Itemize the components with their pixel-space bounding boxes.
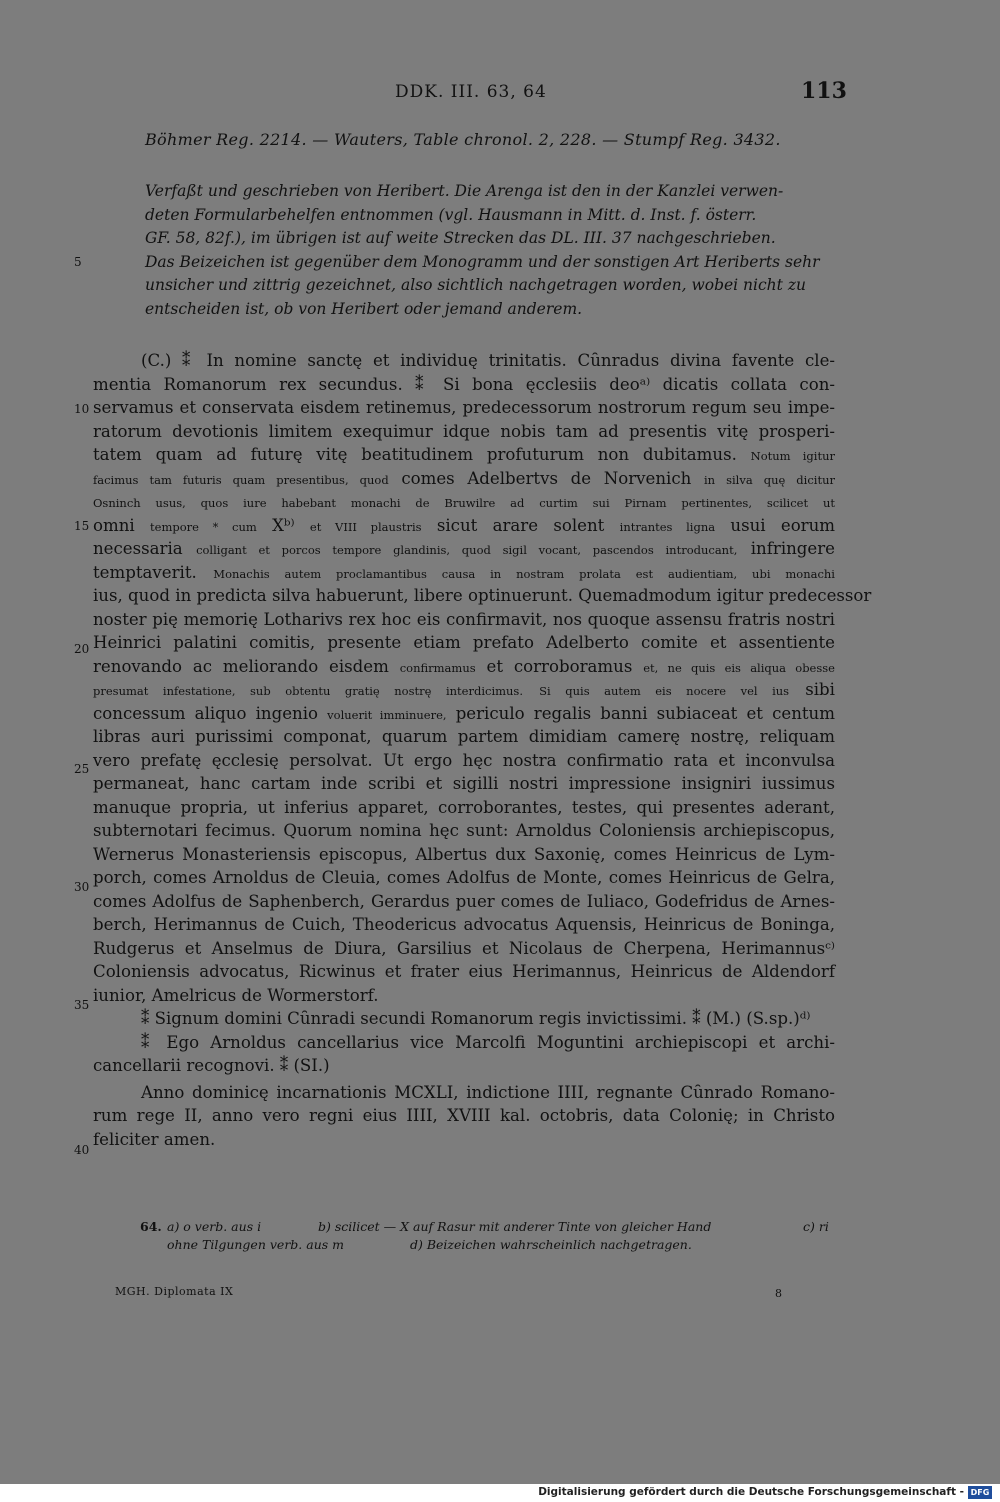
references: Böhmer Reg. 2214. — Wauters, Table chronol. 2, 228. — Stumpf Reg. 3432. bbox=[145, 130, 781, 149]
text-segment: tatem quam ad futurę vitę beatitudinem profuturum non dubitamus. bbox=[93, 445, 737, 464]
text-segment: concessum aliquo ingenio bbox=[93, 703, 319, 723]
line-number: 20 bbox=[74, 642, 90, 656]
text-line: vero prefatę ęcclesię persolvat. Ut ergo hęc nostra confirmatio rata et inconvulsa bbox=[93, 750, 835, 770]
dfg-logo-icon: DFG bbox=[968, 1486, 992, 1499]
text-segment: temptaverit. bbox=[93, 562, 197, 582]
text-segment: et corroboramus bbox=[486, 656, 633, 676]
commentary bbox=[145, 180, 845, 321]
text-segment: periculo regalis banni subiaceat et centum bbox=[455, 703, 835, 723]
footnote-d: d) Beizeichen wahrscheinlich nachgetragen. bbox=[410, 1237, 692, 1252]
text-line: iunior, Amelricus de Wormerstorf. bbox=[93, 985, 379, 1005]
footnotes bbox=[140, 1218, 840, 1254]
text-segment-small: in silva quę dicitur bbox=[703, 472, 835, 487]
text-segment-small: presumat infestatione, sub obtentu gratię nostrę interdicimus. bbox=[93, 684, 523, 698]
text-line bbox=[93, 678, 835, 702]
text-segment-small: Osninch usus, quos iure habebant monachi de Bruwilre ad curtim sui Pirnam pertinentes, scilicet ut bbox=[93, 496, 835, 510]
funding-text: Digitalisierung gefördert durch die Deutsche Forschungsgemeinschaft - bbox=[538, 1486, 964, 1498]
text-line bbox=[93, 702, 835, 726]
text-segment: sibi bbox=[805, 680, 835, 699]
page-header bbox=[0, 78, 1000, 112]
running-title: DDK. III. 63, 64 bbox=[395, 82, 547, 102]
text-segment-small: colligant et porcos tempore glandinis, quod sigil vocant, pascendos introducant, bbox=[196, 543, 738, 557]
text-line: Rudgerus et Anselmus de Diura, Garsilius et Nicolaus de Cherpena, Herimannusᶜ⁾ bbox=[93, 938, 835, 958]
dating-line: rum rege II, anno vero regni eius IIII, XVIII kal. octobris, data Colonię; in Christo bbox=[93, 1106, 835, 1125]
text-line bbox=[93, 561, 835, 585]
text-line bbox=[93, 467, 835, 491]
commentary-line: Verfaßt und geschrieben von Heribert. Die Arenga ist den in der Kanzlei verwen- bbox=[145, 182, 784, 200]
line-number: 35 bbox=[74, 998, 90, 1012]
text-segment-small: facimus tam futuris quam presentibus, quod bbox=[93, 472, 389, 487]
text-line bbox=[93, 490, 835, 514]
text-line: Coloniensis advocatus, Ricwinus et frater eius Herimannus, Heinricus de Aldendorf bbox=[93, 962, 835, 981]
text-line bbox=[93, 655, 835, 679]
line-number: 40 bbox=[74, 1143, 90, 1157]
footnote-b: b) scilicet — X auf Rasur mit anderer Tinte von gleicher Hand bbox=[318, 1219, 712, 1234]
text-segment: usui eorum bbox=[730, 515, 836, 535]
signum-line: ⁑ Signum domini Cȗnradi secundi Romanorum regis invictissimi. ⁑ (M.) (S.sp.)ᵈ⁾ bbox=[141, 1009, 811, 1028]
charter-text bbox=[93, 349, 872, 1151]
recognition-line: cancellarii recognovi. ⁑ (SI.) bbox=[93, 1056, 330, 1075]
text-segment: necessaria bbox=[93, 539, 183, 558]
recognition-line: ⁑ Ego Arnoldus cancellarius vice Marcolfi Moguntini archiepiscopi et archi- bbox=[141, 1032, 835, 1052]
text-line: subternotari fecimus. Quorum nomina hęc sunt: Arnoldus Coloniensis archiepiscopus, bbox=[93, 821, 835, 840]
footnote-a: a) o verb. aus i bbox=[167, 1219, 262, 1234]
text-line: berch, Herimannus de Cuich, Theodericus advocatus Aquensis, Heinricus de Boninga, bbox=[93, 915, 835, 934]
text-line: mentia Romanorum rex secundus. ⁑ Si bona ęcclesiis deoᵃ⁾ dicatis collata con- bbox=[93, 374, 835, 394]
line-number: 10 bbox=[74, 402, 90, 416]
text-segment-small: tempore * cum bbox=[150, 519, 257, 534]
footnote-row bbox=[140, 1218, 840, 1236]
text-segment: Xᵇ⁾ bbox=[272, 515, 295, 535]
text-line bbox=[93, 514, 835, 538]
commentary-line: Das Beizeichen ist gegenüber dem Monogramm und der sonstigen Art Heriberts sehr bbox=[145, 252, 820, 271]
text-segment: renovando ac meliorando eisdem bbox=[93, 656, 389, 676]
text-line: Heinrici palatini comitis, presente etiam prefato Adelberto comite et assentiente bbox=[93, 633, 835, 652]
text-line: (C.) ⁑ In nomine sanctę et individuę trinitatis. Cȗnradus divina favente cle- bbox=[141, 351, 835, 370]
text-segment: sicut arare solent bbox=[436, 515, 605, 535]
text-segment: comes Adelbertvs de Norvenich bbox=[401, 468, 692, 488]
text-line: manuque propria, ut inferius apparet, corroborantes, testes, qui presentes aderant, bbox=[93, 797, 835, 817]
text-segment-small: confirmamus bbox=[399, 660, 476, 675]
line-number: 5 bbox=[74, 255, 82, 269]
text-line bbox=[93, 537, 835, 561]
page-number: 113 bbox=[801, 78, 847, 104]
text-segment-small: Si quis autem eis nocere vel ius bbox=[539, 684, 790, 698]
text-line: Wernerus Monasteriensis episcopus, Albertus dux Saxonię, comes Heinricus de Lym- bbox=[93, 844, 835, 864]
text-segment-small: intrantes ligna bbox=[619, 519, 716, 534]
commentary-line: entscheiden ist, ob von Heribert oder jemand anderem. bbox=[145, 299, 583, 318]
series-title: MGH. Diplomata IX bbox=[115, 1285, 234, 1298]
text-segment: infringere bbox=[750, 539, 836, 558]
line-number: 30 bbox=[74, 880, 90, 894]
text-line: ratorum devotionis limitem exequimur idque nobis tam ad presentis vitę prosperi- bbox=[93, 421, 835, 441]
footnote-number: 64. bbox=[140, 1219, 162, 1234]
dating-line: feliciter amen. bbox=[93, 1129, 216, 1149]
text-segment: omni bbox=[93, 515, 135, 535]
commentary-line: deten Formularbehelfen entnommen (vgl. Hausmann in Mitt. d. Inst. f. österr. bbox=[145, 205, 757, 224]
text-line: ius, quod in predicta silva habuerunt, libere optinuerunt. Quemadmodum igitur predecessor bbox=[93, 586, 872, 605]
text-line bbox=[93, 443, 835, 467]
text-line: permaneat, hanc cartam inde scribi et sigilli nostri impressione insigniri iussimus bbox=[93, 774, 835, 793]
text-line: comes Adolfus de Saphenberch, Gerardus puer comes de Iuliaco, Godefridus de Arnes- bbox=[93, 891, 835, 911]
text-line: porch, comes Arnoldus de Cleuia, comes Adolfus de Monte, comes Heinricus de Gelra, bbox=[93, 868, 835, 887]
commentary-line: unsicher und zittrig gezeichnet, also sichtlich nachgetragen worden, wobei nicht zu bbox=[145, 276, 806, 294]
text-segment-small: et VIII plaustris bbox=[309, 519, 422, 534]
text-segment-small: voluerit imminuere, bbox=[327, 707, 447, 722]
text-segment-small: et, ne quis eis aliqua obesse bbox=[643, 660, 835, 675]
text-segment-small: Monachis autem proclamantibus causa in nostram prolata est audientiam, ubi monachi bbox=[213, 566, 835, 581]
text-line: libras auri purissimi componat, quarum partem dimidiam camerę nostrę, reliquam bbox=[93, 727, 835, 746]
text-segment-small: Notum igitur bbox=[750, 449, 835, 463]
line-number: 15 bbox=[74, 519, 90, 533]
commentary-line: GF. 58, 82f.), im übrigen ist auf weite Strecken das DL. III. 37 nachgeschrieben. bbox=[145, 229, 776, 247]
footnote-c: c) ri bbox=[803, 1219, 829, 1234]
signature-mark: 8 bbox=[775, 1287, 782, 1300]
line-number: 25 bbox=[74, 762, 90, 776]
dating-line: Anno dominicę incarnationis MCXLI, indictione IIII, regnante Cȗnrado Romano- bbox=[141, 1082, 835, 1102]
funding-bar bbox=[0, 1484, 1000, 1502]
text-line: noster pię memorię Lotharivs rex hoc eis confirmavit, nos quoque assensu fratris nostri bbox=[93, 609, 835, 629]
footnote-a-cont: ohne Tilgungen verb. aus m bbox=[167, 1237, 344, 1252]
footnote-row bbox=[140, 1236, 840, 1254]
text-line: servamus et conservata eisdem retinemus, predecessorum nostrorum regum seu impe- bbox=[93, 398, 835, 417]
